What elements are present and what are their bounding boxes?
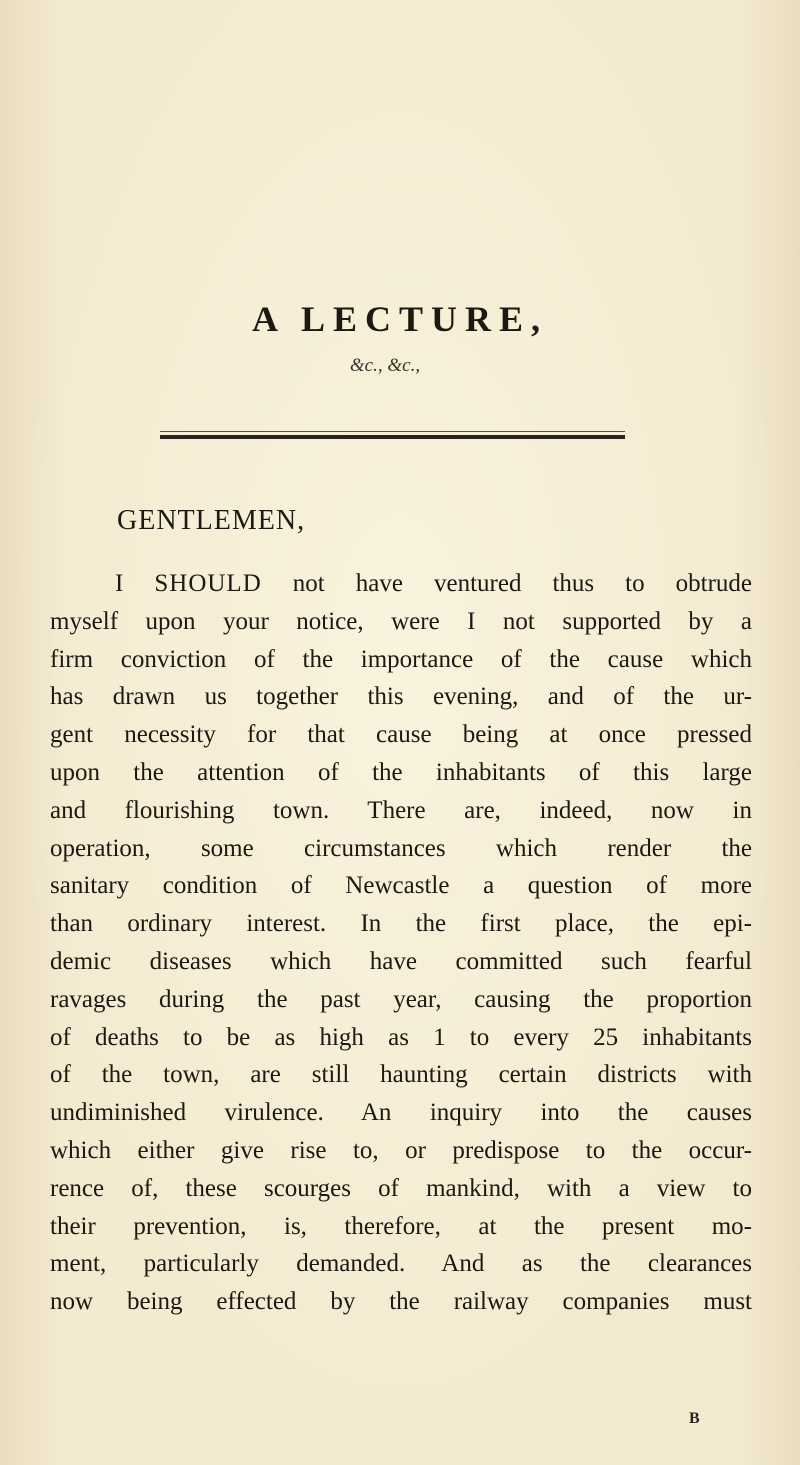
signature-mark: B — [689, 1410, 700, 1427]
body-line: has drawn us together this evening, and of the ur- — [50, 683, 752, 711]
page-title: A LECTURE, — [251, 299, 549, 339]
page-subtitle: &c., &c., — [349, 355, 421, 376]
opening-smallcaps: SHOULD — [154, 570, 262, 597]
opening-rest: not have ventured thus to obtrude — [261, 570, 753, 597]
body-line: their prevention, is, therefore, at the present mo- — [50, 1212, 752, 1240]
body-line: gent necessity for that cause being at once pressed — [50, 721, 752, 749]
body-line: sanitary condition of Newcastle a question of more — [50, 872, 752, 900]
body-line: rence of, these scourges of mankind, with a view to — [50, 1174, 752, 1202]
body-line: than ordinary interest. In the first place, the epi- — [50, 910, 752, 938]
body-line: of the town, are still haunting certain districts with — [50, 1061, 752, 1089]
body-line: and flourishing town. There are, indeed, now in — [50, 796, 752, 824]
body-line: myself upon your notice, were I not supported by a — [50, 607, 752, 635]
salutation: GENTLEMEN, — [117, 505, 306, 536]
body-line: operation, some circumstances which render the — [50, 834, 752, 862]
opening-initial: I — [115, 570, 124, 597]
body-line: now being effected by the railway companies must — [50, 1288, 752, 1316]
body-line: upon the attention of the inhabitants of this large — [50, 758, 752, 786]
divider-thin — [160, 431, 625, 432]
body-line: which either give rise to, or predispose to the occur- — [50, 1136, 752, 1164]
body-line: demic diseases which have committed such fearful — [50, 947, 752, 975]
divider-thick — [160, 435, 625, 439]
body-line: undiminished virulence. An inquiry into the causes — [50, 1099, 752, 1127]
body-line: ravages during the past year, causing the proportion — [50, 985, 752, 1013]
body-line-first — [50, 565, 752, 603]
body-text — [50, 565, 752, 1321]
body-line: ment, particularly demanded. And as the clearances — [50, 1250, 752, 1278]
body-line: firm conviction of the importance of the cause which — [50, 645, 752, 673]
body-line: of deaths to be as high as 1 to every 25 inhabitants — [50, 1023, 752, 1051]
